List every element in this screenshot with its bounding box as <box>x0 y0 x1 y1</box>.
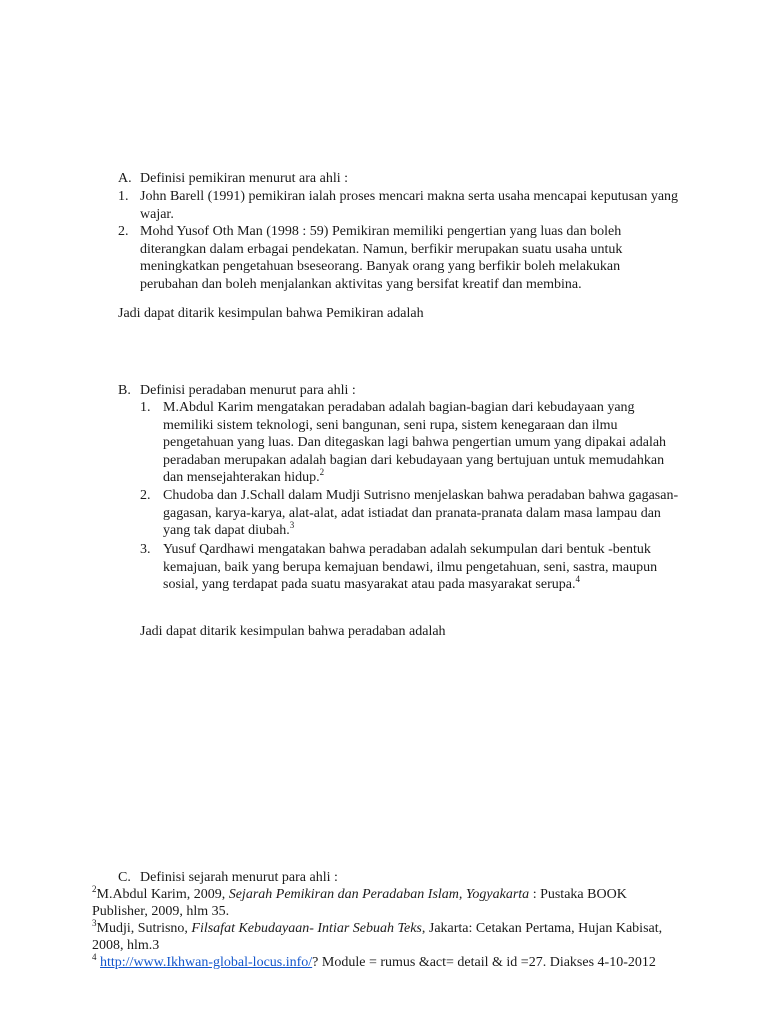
section-a-title: Definisi pemikiran menurut ara ahli : <box>140 171 348 186</box>
section-b-item-3 <box>140 541 680 594</box>
list-marker: 2. <box>118 224 129 239</box>
footnotes <box>92 886 682 971</box>
footnote-3: $^3$Mudji, Sutrisno, Filsafat Kebudayaan- Intiar Sebuah Teks, Jakarta: Cetakan Pertama, Hujan Kabisat, 2008, hlm.3 <box>92 918 663 953</box>
section-b-item-1 <box>140 399 680 487</box>
list-item-text: Mohd Yusof Oth Man (1998 : 59) Pemikiran memiliki pengertian yang luas dan boleh diterangkan dalam erbagai pendekatan. Namun, berfikir merupakan suatu usaha untuk meningkatkan pengetahuan bseseorang. Banyak orang yang berfikir boleh melakukan perubahan dan boleh menjalankan aktivitas yang bersifat kreatif dan membina. <box>140 224 623 292</box>
footnote-ref: 3 <box>289 520 295 530</box>
section-c-title: Definisi sejarah menurut para ahli : <box>140 870 338 885</box>
list-item-text: Chudoba dan J.Schall dalam Mudji Sutrisno menjelaskan bahwa peradaban bahwa gagasan-gagasan, karya-karya, alat-alat, adat istiadat dan pranata-pranata dalam masa lampau dan yang tak dapat diubah.$^3$ <box>163 488 679 538</box>
section-b-title: Definisi peradaban menurut para ahli : <box>140 383 356 398</box>
footnote-link[interactable]: http://www.Ikhwan-global-locus.info/ <box>100 955 313 970</box>
list-item-text: John Barell (1991) pemikiran ialah proses mencari makna serta usaha mencapai keputusan yang wajar. <box>140 189 679 222</box>
section-a-conclusion: Jadi dapat ditarik kesimpulan bahwa Pemikiran adalah <box>118 306 424 321</box>
section-a-marker: A. <box>118 171 132 186</box>
list-marker: 1. <box>118 189 129 204</box>
list-item-text: M.Abdul Karim mengatakan peradaban adalah bagian-bagian dari kebudayaan yang memiliki sistem teknologi, seni bangunan, seni rupa, sistem kenegaraan dan ilmu pengetahuan yang luas. Dan ditegaskan lagi bahwa pengertian umum yang dipakai adalah peradaban merupakan adalah bagian dari kebudayaan yang bertujuan untuk memudahkan dan mensejahterakan hidup.$^2$ <box>163 400 667 485</box>
section-b-conclusion: Jadi dapat ditarik kesimpulan bahwa peradaban adalah <box>140 624 446 639</box>
footnote-ref: 2 <box>319 467 325 477</box>
section-b-marker: B. <box>118 383 131 398</box>
footnote-number: 2 <box>92 884 97 894</box>
section-c-marker: C. <box>118 870 131 885</box>
section-a-item-1 <box>118 188 680 223</box>
list-marker: 2. <box>140 488 151 503</box>
footnote-ref: 4 <box>575 574 580 584</box>
section-a-item-2 <box>118 223 680 293</box>
footnote-number: 3 <box>92 918 97 928</box>
footnote-4: $^4$ http://www.Ikhwan-global-locus.info/? Module = rumus &act= detail & id =27. Diakses 4-10-2012 <box>92 952 656 970</box>
footnote-number: 4 <box>92 952 97 962</box>
section-b-item-2 <box>140 487 680 540</box>
footnote-title: Sejarah Pemikiran dan Peradaban Islam, Yogyakarta <box>228 887 530 902</box>
footnote-2: $^2$M.Abdul Karim, 2009, Sejarah Pemikiran dan Peradaban Islam, Yogyakarta : Pustaka BOOK Publisher, 2009, hlm 35. <box>92 884 627 919</box>
list-marker: 3. <box>140 542 151 557</box>
footnote-title: Filsafat Kebudayaan- Intiar Sebuah Teks <box>191 921 422 936</box>
list-marker: 1. <box>140 400 151 415</box>
list-item-text: Yusuf Qardhawi mengatakan bahwa peradaban adalah sekumpulan dari bentuk -bentuk kemajuan, baik yang berupa kemajuan bendawi, ilmu pengetahuan, seni, sastra, maupun sosial, yang terdapat pada suatu masyarakat atau pada masyarakat serupa.$^4$ <box>163 542 658 592</box>
